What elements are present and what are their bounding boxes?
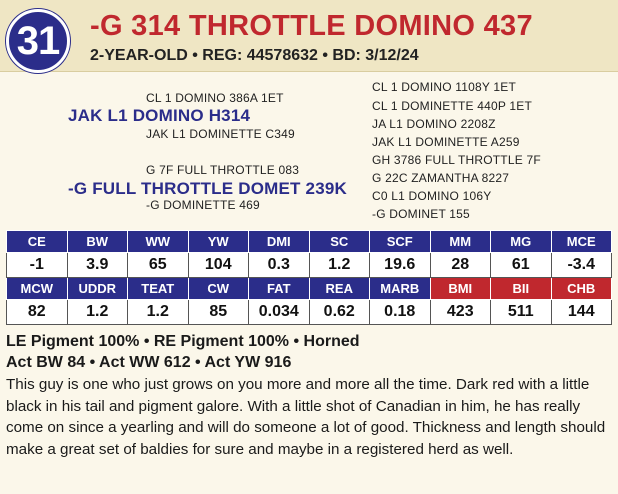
lot-title: -G 314 THROTTLE DOMINO 437 [90,10,533,42]
epd-value-marb: 0.18 [370,300,431,325]
epd-value-chb: 144 [551,300,612,325]
epd-header-rea: REA [309,278,370,300]
pedigree-sire-sire: CL 1 DOMINO 386A 1ET [146,91,284,105]
epd-header-bw: BW [67,231,128,253]
epd-value-teat: 1.2 [128,300,189,325]
pedigree-far-ancestor: JA L1 DOMINO 2208Z [372,117,496,131]
epd-table [6,230,612,325]
epd-value-rea: 0.62 [309,300,370,325]
epd-value-bii: 511 [491,300,552,325]
lot-subline: 2-YEAR-OLD • REG: 44578632 • BD: 3/12/24 [90,47,419,64]
epd-value-scf: 19.6 [370,253,431,278]
pedigree-dam: -G FULL THROTTLE DOMET 239K [68,179,347,198]
epd-value-ce: -1 [7,253,68,278]
pedigree-sire-dam: JAK L1 DOMINETTE C349 [146,127,295,141]
epd-header-mm: MM [430,231,491,253]
epd-header-marb: MARB [370,278,431,300]
pedigree-far-ancestor: CL 1 DOMINO 1108Y 1ET [372,80,517,94]
epd-value-mg: 61 [491,253,552,278]
epd-header-row [7,231,612,253]
pedigree-far-ancestor: CL 1 DOMINETTE 440P 1ET [372,99,532,113]
epd-header-ce: CE [7,231,68,253]
pedigree-dam-dam: -G DOMINETTE 469 [146,198,260,212]
epd-header-row [7,278,612,300]
epd-header-mcw: MCW [7,278,68,300]
epd-value-fat: 0.034 [249,300,310,325]
epd-value-mcw: 82 [7,300,68,325]
epd-header-yw: YW [188,231,249,253]
epd-header-scf: SCF [370,231,431,253]
pedigree-far-ancestor: GH 3786 FULL THROTTLE 7F [372,153,541,167]
epd-value-row [7,300,612,325]
pedigree-far-ancestor: G 22C ZAMANTHA 8227 [372,171,510,185]
epd-header-mg: MG [491,231,552,253]
epd-value-mm: 28 [430,253,491,278]
epd-header-mce: MCE [551,231,612,253]
lot-number-badge: 31 [6,9,70,73]
epd-value-mce: -3.4 [551,253,612,278]
lot-header [0,0,618,72]
pedigree-sire: JAK L1 DOMINO H314 [68,106,251,125]
epd-header-uddr: UDDR [67,278,128,300]
epd-header-teat: TEAT [128,278,189,300]
epd-value-ww: 65 [128,253,189,278]
epd-value-cw: 85 [188,300,249,325]
epd-header-bii: BII [491,278,552,300]
pedigree-far-ancestor: C0 L1 DOMINO 106Y [372,189,492,203]
epd-header-cw: CW [188,278,249,300]
epd-value-row [7,253,612,278]
pedigree-far-ancestor: -G DOMINET 155 [372,207,470,221]
epd-header-ww: WW [128,231,189,253]
epd-header-dmi: DMI [249,231,310,253]
epd-value-bw: 3.9 [67,253,128,278]
epd-header-fat: FAT [249,278,310,300]
epd-header-chb: CHB [551,278,612,300]
pigment-traits: LE Pigment 100% • RE Pigment 100% • Horned [6,333,360,350]
pedigree-dam-sire: G 7F FULL THROTTLE 083 [146,163,300,177]
actual-weights: Act BW 84 • Act WW 612 • Act YW 916 [6,354,292,371]
pedigree-far-ancestor: JAK L1 DOMINETTE A259 [372,135,520,149]
epd-value-sc: 1.2 [309,253,370,278]
epd-value-dmi: 0.3 [249,253,310,278]
epd-value-uddr: 1.2 [67,300,128,325]
epd-value-yw: 104 [188,253,249,278]
epd-header-sc: SC [309,231,370,253]
epd-value-bmi: 423 [430,300,491,325]
epd-header-bmi: BMI [430,278,491,300]
lot-description: This guy is one who just grows on you more and more all the time. Dark red with a little black in his tail and pigment galore. With a little shot of Canadian in him, he has really come on since a yearling and will do someone a lot of good. Thickness and length should make a great set of baldies for sure and maybe in a registered herd as well. [6,376,606,458]
